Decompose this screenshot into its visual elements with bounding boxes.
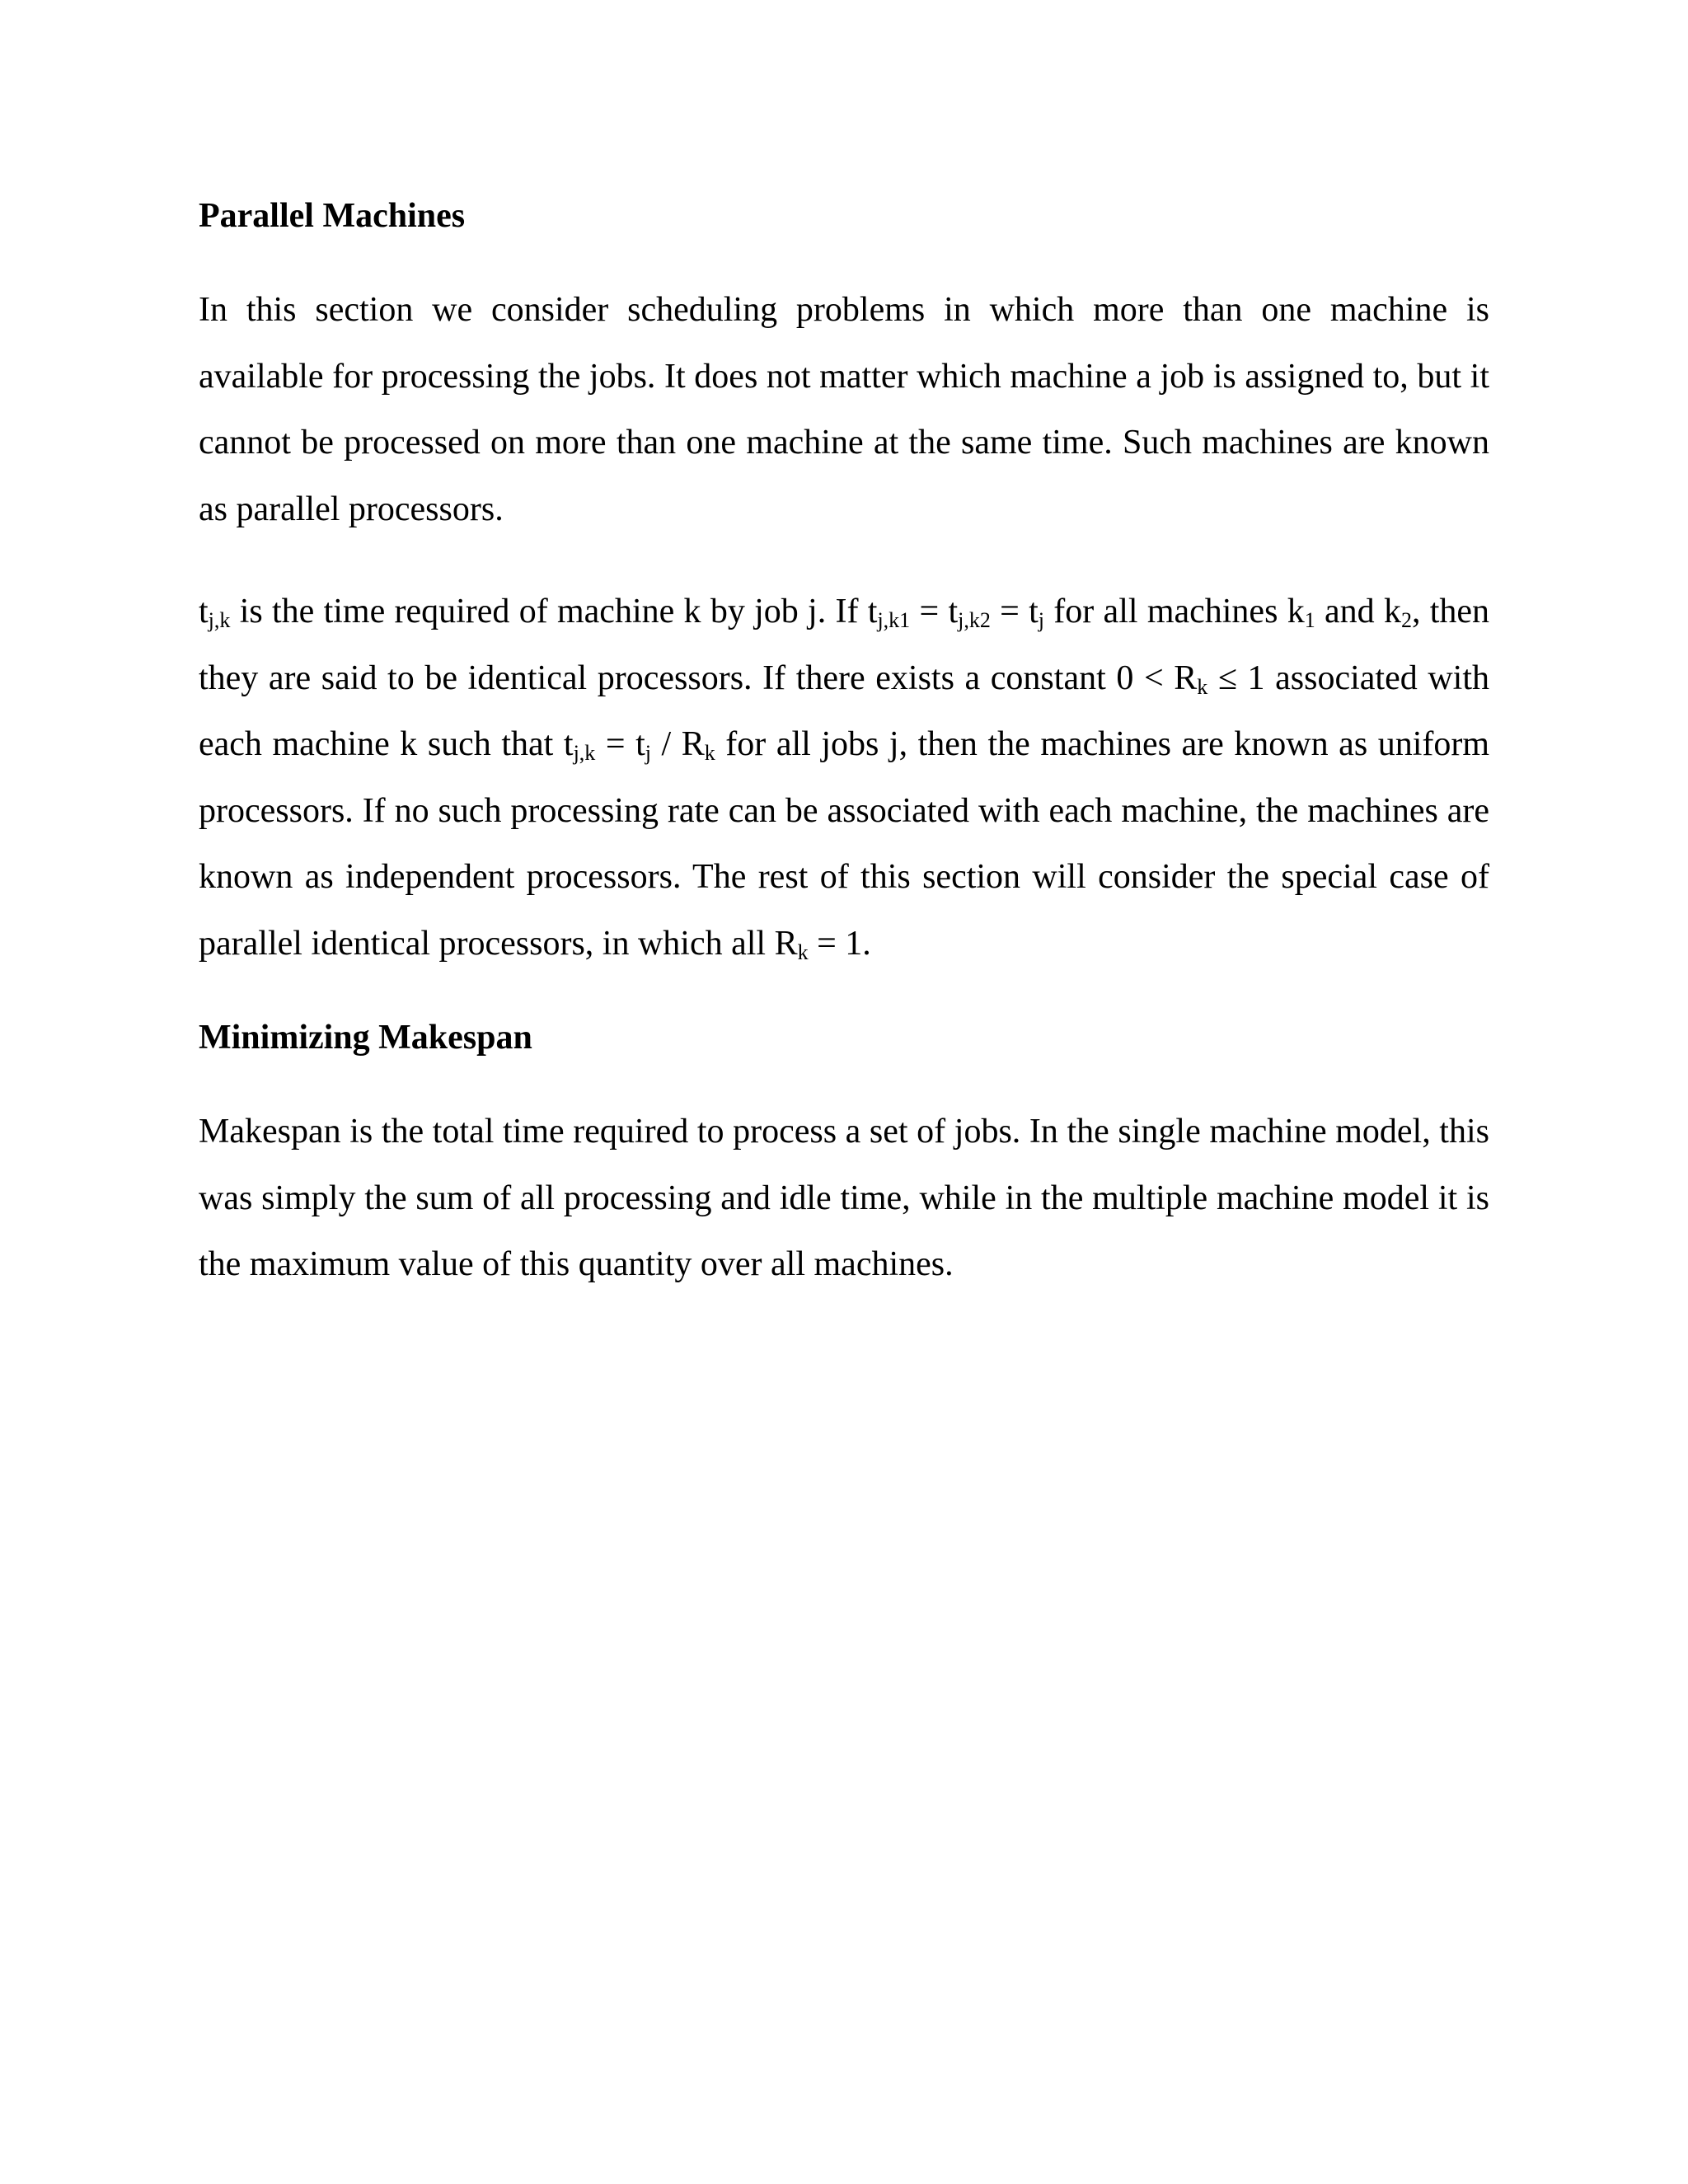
subscript: j,k1	[877, 608, 911, 632]
text-run: =	[910, 593, 949, 630]
var-r: R	[681, 725, 705, 763]
paragraph-parallel-intro: In this section we consider scheduling problems in which more than one machine is available for processing the jobs. It does not matter which machine a job is assigned to, but it cannot be processed on more than one machine at the same time. Such machines are known as parallel processors.	[199, 291, 1489, 528]
subscript: j,k	[573, 741, 596, 765]
subscript: 2	[1400, 608, 1412, 632]
text-run: for all jobs j, then the machines are known as uniform processors. If no such processing rate can be associated with each machine, the machines are known as independent processors. The rest of this section will consider the special case of parallel identical processors, in which all	[199, 725, 1490, 963]
section-heading-minimizing-makespan: Minimizing Makespan	[199, 1019, 532, 1057]
subscript: k	[704, 741, 715, 765]
text-run: , then they are said to be identical processors. If there exists a constant 0 <	[199, 593, 1490, 697]
text-run: =	[595, 725, 636, 763]
subscript: k	[1197, 674, 1208, 699]
text-run: ≤ 1 associated with each machine k such that	[199, 658, 1489, 763]
text-run: /	[650, 725, 682, 763]
paragraph-processor-definitions	[199, 579, 1489, 977]
page-content	[199, 191, 1489, 1298]
var-t: t	[563, 725, 574, 763]
subscript: 1	[1304, 608, 1315, 632]
var-r: R	[1174, 658, 1198, 697]
paragraph-makespan-definition: Makespan is the total time required to process a set of jobs. In the single machine model, this was simply the sum of all processing and idle time, while in the multiple machine model it is the maximum value of this quantity over all machines.	[199, 1113, 1489, 1283]
subscript: j	[1038, 608, 1045, 632]
subscript: j	[645, 741, 651, 765]
text-run: and	[1315, 593, 1384, 630]
var-t: t	[199, 593, 209, 630]
text-run: for all machines	[1044, 593, 1287, 630]
var-r: R	[774, 924, 798, 963]
text-run: =	[990, 593, 1029, 630]
subscript: j,k2	[958, 608, 991, 632]
text-run: is the time required of machine k by job j. If	[230, 593, 868, 630]
var-t: t	[635, 725, 645, 763]
var-t: t	[948, 593, 959, 630]
section-heading-parallel-machines: Parallel Machines	[199, 197, 466, 235]
var-t: t	[867, 593, 878, 630]
text-run: = 1.	[808, 924, 871, 963]
var-k: k	[1287, 593, 1305, 630]
var-t: t	[1029, 593, 1039, 630]
subscript: k	[797, 940, 809, 964]
var-k: k	[1383, 593, 1401, 630]
subscript: j,k	[208, 608, 231, 632]
